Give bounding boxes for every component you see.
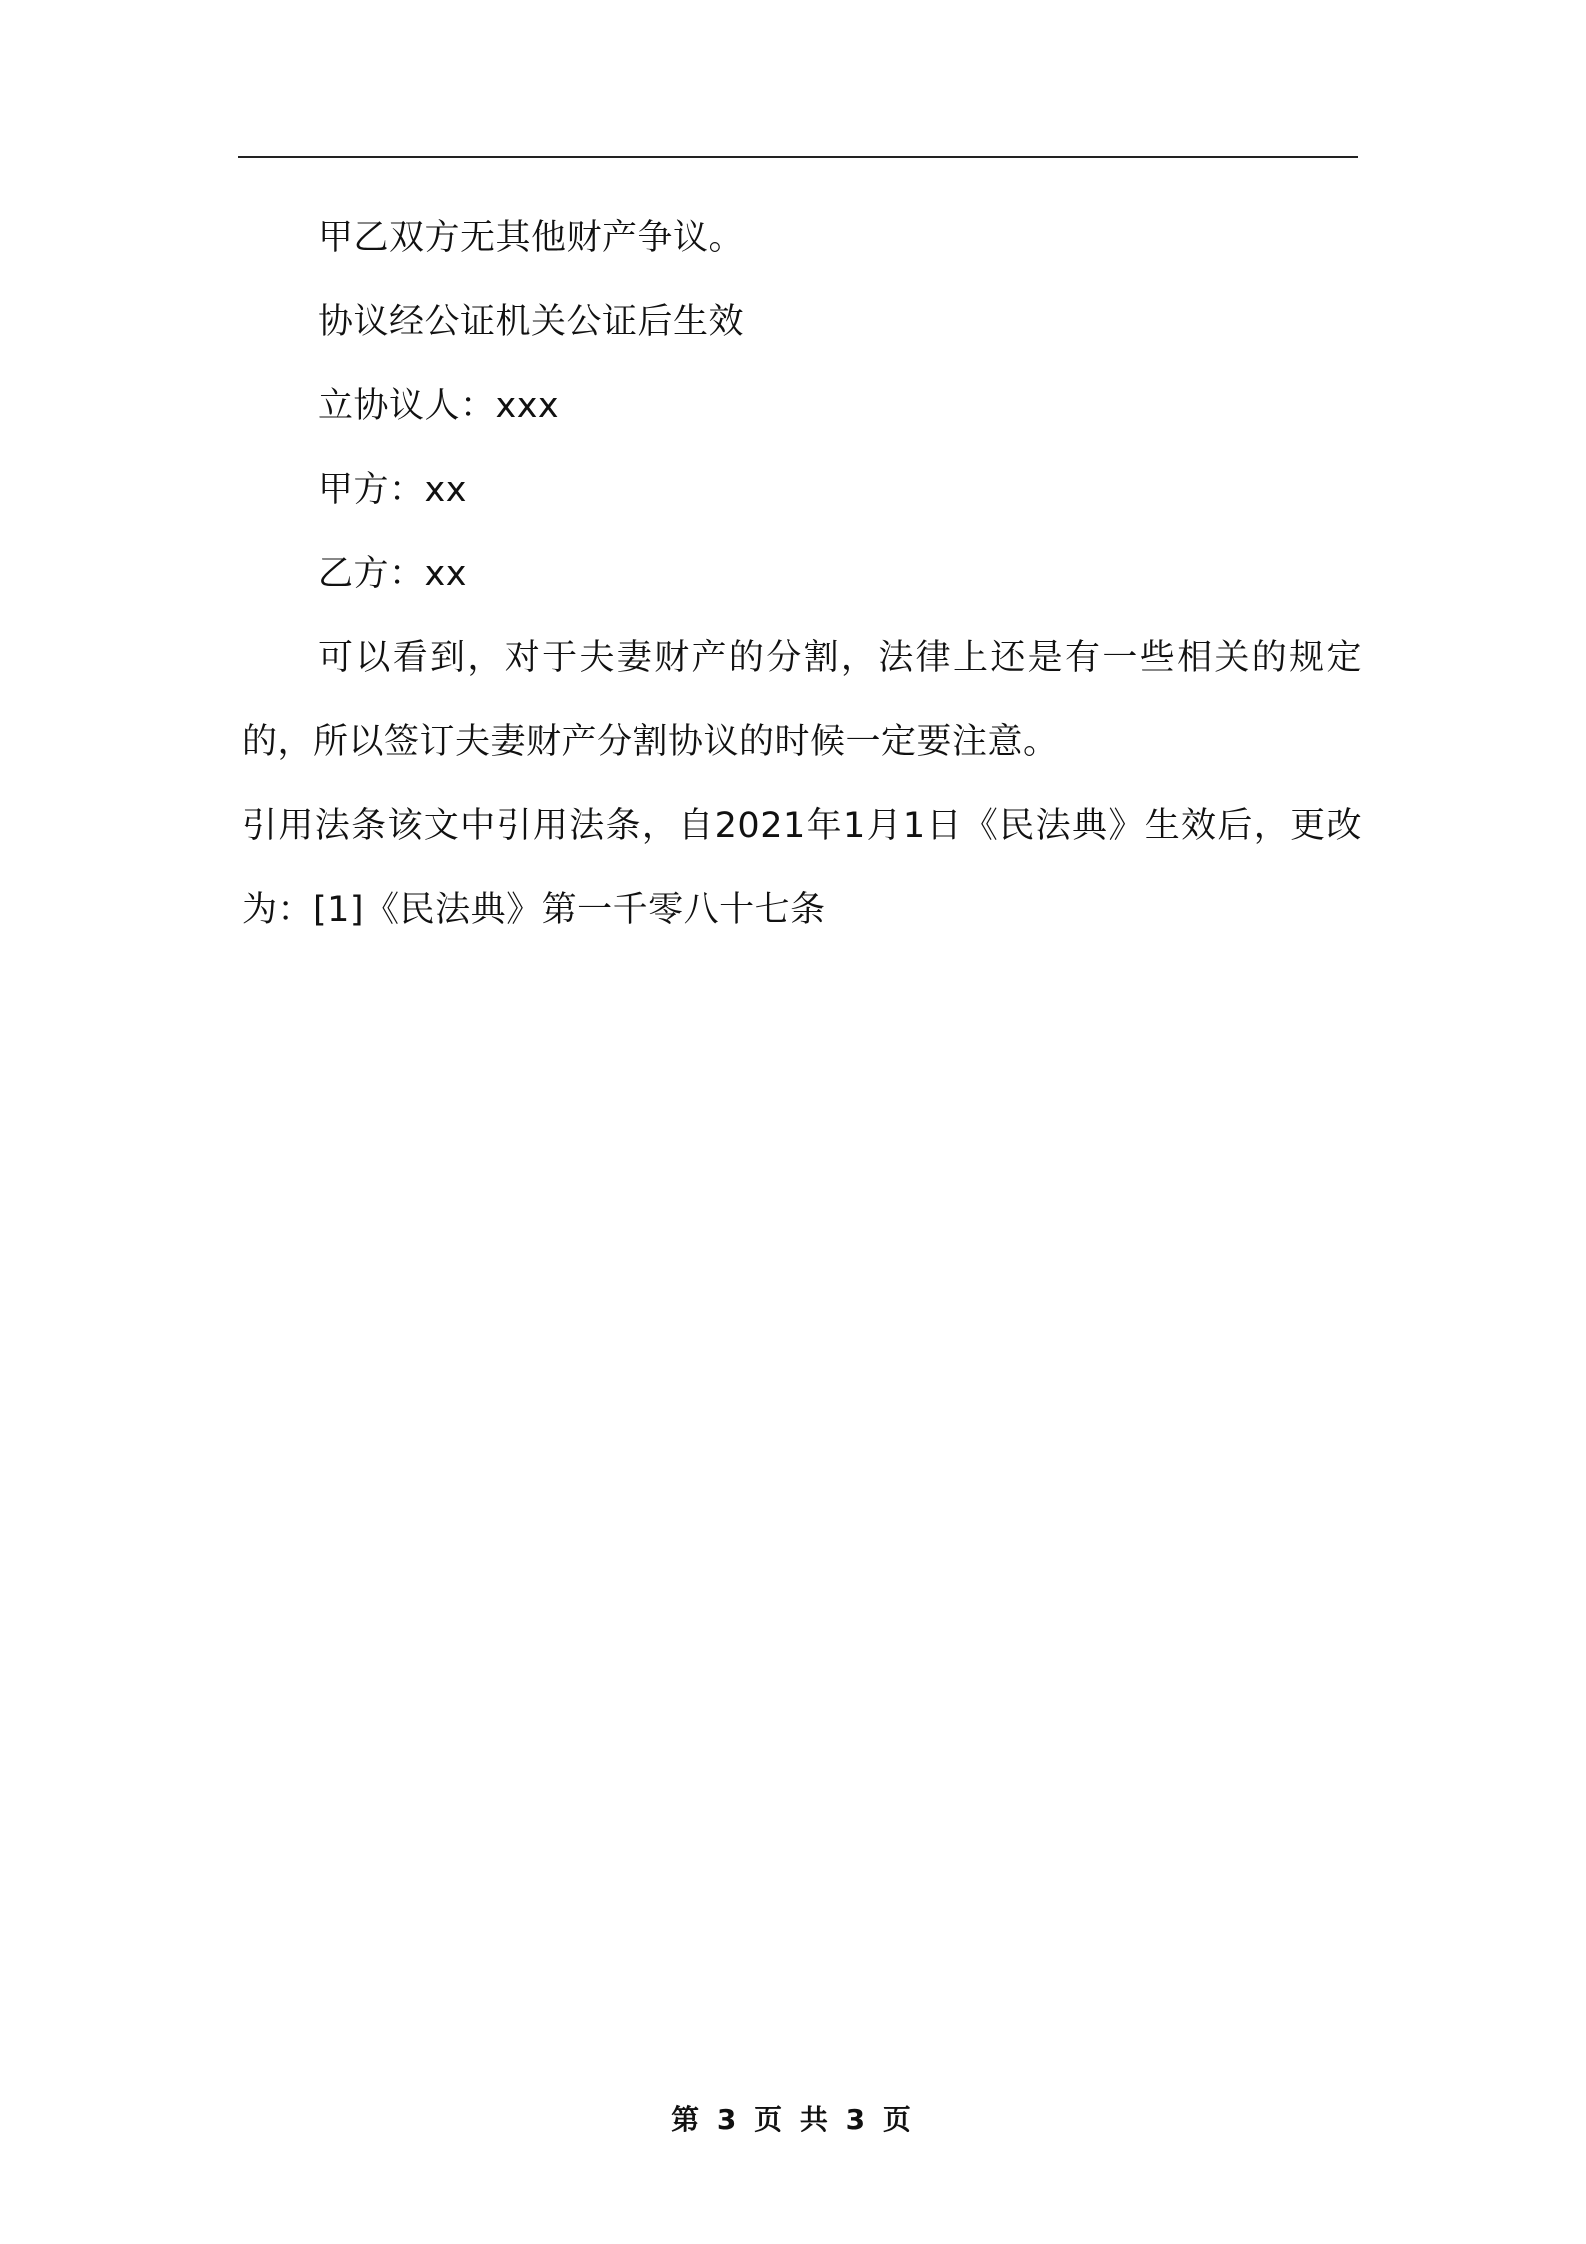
paragraph-party-a: 甲方：xx <box>318 470 467 510</box>
paragraph-summary: 可以看到，对于夫妻财产的分割，法律上还是有一些相关的规定的，所以签订夫妻财产分割协议的时候一定要注意。 <box>242 638 1362 762</box>
paragraph-party-b: 乙方：xx <box>318 554 467 594</box>
header-divider <box>238 156 1358 158</box>
paragraph-no-dispute: 甲乙双方无其他财产争议。 <box>318 218 745 258</box>
page-number-footer: 第 3 页 共 3 页 <box>671 2103 915 2136</box>
document-body <box>242 196 1362 952</box>
paragraph-signatory: 立协议人：xxx <box>318 386 560 426</box>
paragraph-citation: 引用法条该文中引用法条，自2021年1月1日《民法典》生效后，更改为：[1]《民法典》第一千零八十七条 <box>242 806 1362 930</box>
paragraph-notarization: 协议经公证机关公证后生效 <box>318 302 745 342</box>
